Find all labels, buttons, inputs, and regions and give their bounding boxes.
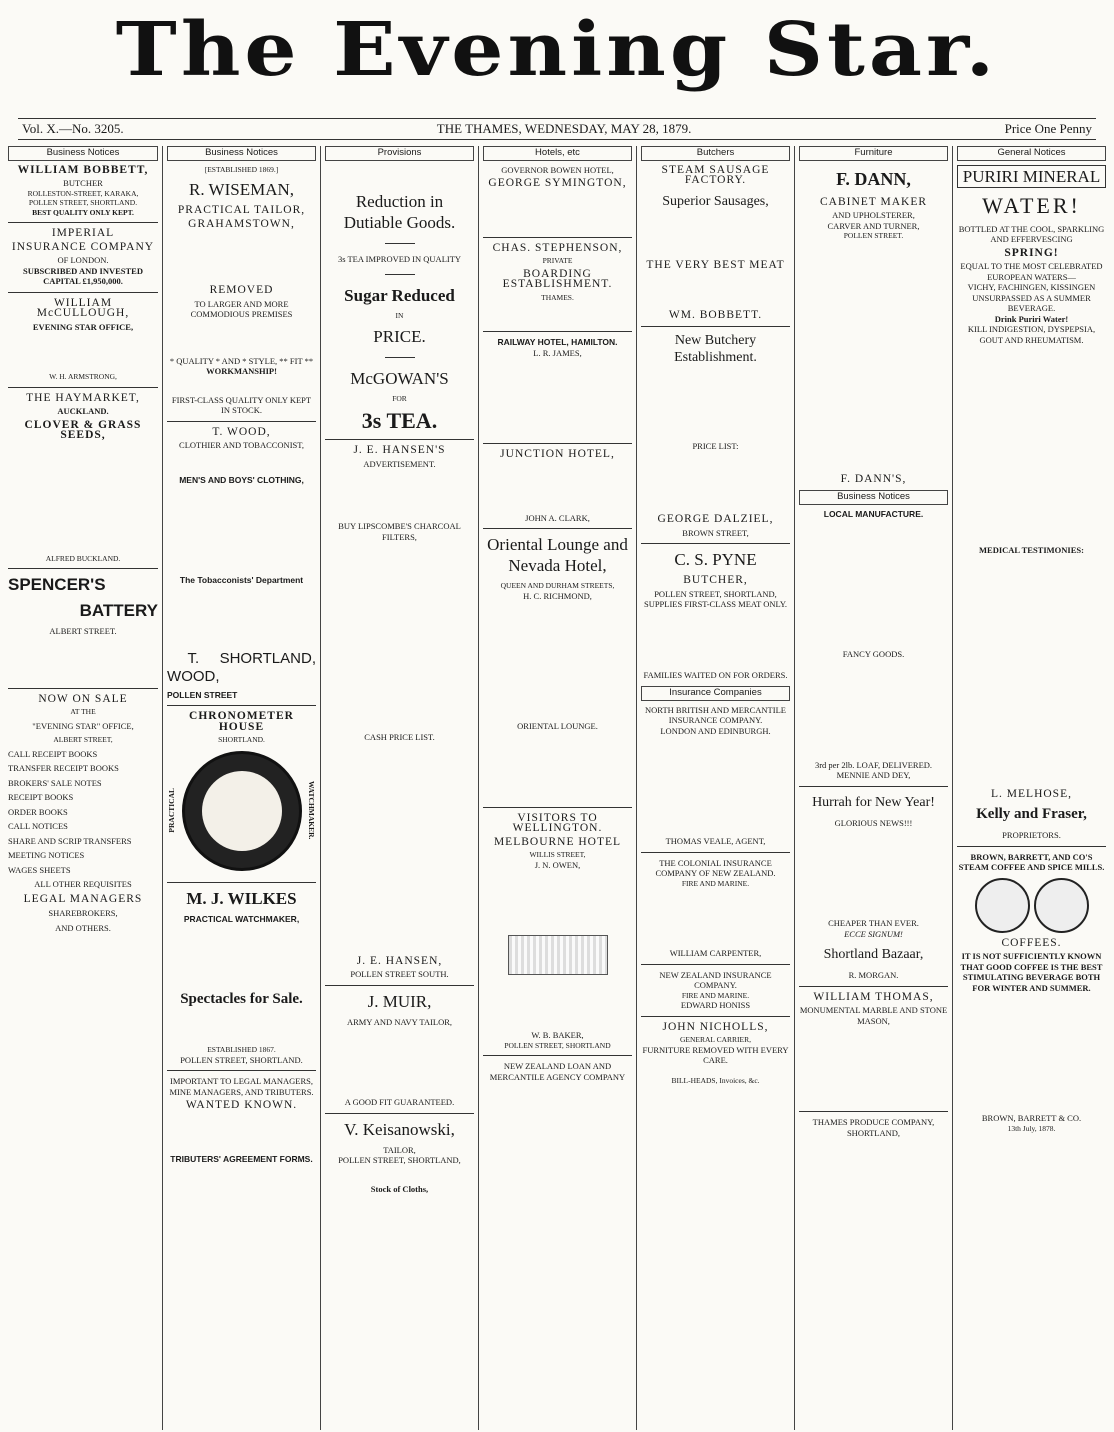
text-block xyxy=(799,519,948,649)
ad-text: POLLEN STREET. xyxy=(843,231,904,240)
ad-title: J. MUIR, xyxy=(367,991,432,1011)
ad-text: J. N. OWEN, xyxy=(534,859,581,870)
ad-text: ARMY AND NAVY TAILOR, xyxy=(346,1016,453,1027)
column-butchers xyxy=(636,146,794,1430)
divider xyxy=(641,543,790,544)
text-block xyxy=(167,586,316,646)
ad-text: SUPPLIES FIRST-CLASS MEAT ONLY. xyxy=(643,599,788,609)
ad-text: BUY LIPSCOMBE'S CHARCOAL FILTERS, xyxy=(338,521,461,542)
ad-text: BOTTLED AT THE COOL, SPARKLING AND EFFERVESCING xyxy=(958,223,1105,244)
text-block xyxy=(957,345,1106,545)
ad-title: WATER! xyxy=(982,192,1081,218)
list-item: SHAREBROKERS, xyxy=(48,908,118,918)
ad-title: GOVERNOR BOWEN HOTEL, xyxy=(501,164,614,175)
ad-title: COFFEES. xyxy=(1001,936,1062,949)
ad-title: GEORGE DALZIEL, xyxy=(657,513,774,525)
text-block xyxy=(641,610,790,670)
divider xyxy=(8,688,158,689)
ad-title: STEAM SAUSAGE FACTORY. xyxy=(661,163,770,186)
ad-title: VISITORS TO WELLINGTON. xyxy=(512,811,603,834)
ad-text: W. B. BAKER, xyxy=(531,1030,584,1040)
ad-text: AUCKLAND. xyxy=(57,406,109,416)
ad-title: C. S. PYNE xyxy=(674,550,757,569)
ad-title: Superior Sausages, xyxy=(662,193,769,209)
ad-text: LONDON AND EDINBURGH. xyxy=(660,725,771,736)
divider xyxy=(641,964,790,965)
column-header: Business Notices xyxy=(8,146,158,161)
divider xyxy=(641,1016,790,1017)
divider xyxy=(167,882,316,883)
masthead xyxy=(0,0,1114,110)
ad-text: PRIVATE xyxy=(542,256,573,265)
list-item: CALL RECEIPT BOOKS xyxy=(8,748,98,759)
ad-title: WANTED KNOWN. xyxy=(185,1099,298,1111)
ad-text: FIRE AND MARINE. xyxy=(681,990,750,1000)
excelsior-brand-seal-icon xyxy=(975,878,1030,933)
ad-text: ORIENTAL LOUNGE. xyxy=(517,721,598,731)
text-block xyxy=(325,469,474,521)
ad-text: EVENING STAR OFFICE, xyxy=(32,321,134,332)
list-item: LEGAL MANAGERS xyxy=(23,892,143,905)
text-block xyxy=(483,601,632,721)
ad-title: R. WISEMAN, xyxy=(189,180,294,199)
ad-text: GENERAL CARRIER, xyxy=(680,1035,751,1044)
ad-title: NORTH BRITISH AND MERCANTILE INSURANCE COMPANY. xyxy=(645,704,786,725)
text-block xyxy=(483,192,632,232)
divider xyxy=(385,357,415,358)
ad-text: CARVER AND TURNER, xyxy=(827,220,920,231)
divider xyxy=(641,326,790,327)
text-block xyxy=(167,232,316,282)
price: Price One Penny xyxy=(1004,121,1092,136)
ad-title: LOCAL MANUFACTURE. xyxy=(823,508,924,519)
list-item: AND OTHERS. xyxy=(55,922,111,933)
column-hotels xyxy=(478,146,636,1430)
ad-text: L. R. JAMES, xyxy=(533,347,582,358)
text-block xyxy=(641,888,790,948)
ad-text: IN xyxy=(395,311,404,320)
ad-text: AT THE xyxy=(70,707,96,716)
text-block xyxy=(325,743,474,953)
ad-text: A GOOD FIT GUARANTEED. xyxy=(344,1097,455,1107)
ad-title: JOHN NICHOLLS, xyxy=(662,1020,769,1033)
divider xyxy=(385,274,415,275)
carriage-illustration xyxy=(508,935,608,975)
ad-title: TRIBUTERS' AGREEMENT FORMS. xyxy=(170,1153,313,1164)
ad-title: WILLIAM McCULLOUGH, xyxy=(36,296,130,319)
ad-text: WILLIAM CARPENTER, xyxy=(669,948,762,958)
ad-title: Stock of Cloths, xyxy=(370,1183,429,1194)
text-block xyxy=(483,358,632,438)
divider xyxy=(167,421,316,422)
text-block xyxy=(799,1026,948,1106)
ad-text: BUTCHER xyxy=(63,178,103,188)
divider xyxy=(483,443,632,444)
ad-title: BOARDING ESTABLISHMENT. xyxy=(502,267,613,290)
ad-title: F. DANN, xyxy=(836,168,911,189)
ad-text: SHORTLAND. xyxy=(218,735,265,744)
text-block xyxy=(483,463,632,513)
ad-text: VICHY, FACHINGEN, KISSINGEN xyxy=(967,282,1096,292)
price-list xyxy=(641,451,790,511)
ad-title: McGOWAN'S xyxy=(350,368,449,388)
text-block xyxy=(325,1027,474,1097)
ad-text: ECCE SIGNUM! xyxy=(844,928,903,939)
ad-text: BROWN STREET, xyxy=(682,527,749,538)
ad-text: FIRE AND MARINE. xyxy=(681,878,750,888)
ad-text: [ESTABLISHED 1869.] xyxy=(204,164,279,174)
divider xyxy=(483,1055,632,1056)
ad-text: PRACTICAL xyxy=(167,788,176,833)
ad-title: WILLIAM THOMAS, xyxy=(813,990,934,1003)
ad-title: THE VERY BEST MEAT xyxy=(646,258,785,271)
text-block xyxy=(167,1114,316,1154)
ad-title: WILLIAM BOBBETT, xyxy=(17,163,149,176)
text-block xyxy=(799,241,948,471)
ad-title: JUNCTION HOTEL, xyxy=(500,448,615,460)
ad-text: SUBSCRIBED AND INVESTED xyxy=(23,265,143,276)
ad-text: CHEAPER THAN EVER. xyxy=(828,918,919,928)
ad-title: Hurrah for New Year! xyxy=(812,794,935,810)
ad-title: NEW ZEALAND INSURANCE COMPANY. xyxy=(659,969,772,990)
ad-title: Sugar Reduced xyxy=(344,286,455,305)
ad-title: T. WOOD, xyxy=(167,649,220,685)
column-furniture xyxy=(794,146,952,1430)
list-item: ORDER BOOKS xyxy=(8,806,68,817)
ad-text: FAMILIES WAITED ON FOR ORDERS. xyxy=(643,669,788,680)
brand-seals xyxy=(957,878,1106,933)
ad-title: CHAS. STEPHENSON, xyxy=(492,241,623,254)
place-date: THE THAMES, WEDNESDAY, MAY 28, 1879. xyxy=(436,121,692,136)
ad-text: PROPRIETORS. xyxy=(1002,830,1061,840)
seed-list xyxy=(8,444,158,554)
columns xyxy=(4,146,1110,1430)
text-block xyxy=(167,485,316,575)
divider xyxy=(483,528,632,529)
list-item: SHARE AND SCRIP TRANSFERS xyxy=(8,835,132,846)
ad-text: EQUAL TO THE MOST CELEBRATED EUROPEAN WATERS— xyxy=(960,261,1103,282)
ad-text: WORKMANSHIP! xyxy=(206,366,277,376)
ad-text: PRACTICAL WATCHMAKER, xyxy=(183,913,300,924)
text-block xyxy=(799,828,948,918)
ad-title: F. DANN'S, xyxy=(840,472,907,485)
ad-title: CHRONOMETER HOUSE xyxy=(189,710,294,733)
ad-title: BATTERY xyxy=(79,601,158,620)
newspaper-title: The Evening Star. xyxy=(115,6,999,94)
column-business-notices-1 xyxy=(4,146,162,1430)
column-header: Insurance Companies xyxy=(641,686,790,701)
ad-title: Drink Puriri Water! xyxy=(994,313,1069,324)
ad-text: BEST QUALITY ONLY KEPT. xyxy=(32,207,134,217)
ad-title: THAMES PRODUCE COMPANY, xyxy=(812,1117,935,1127)
ad-text: J. E. HANSEN, xyxy=(356,954,443,967)
text-block xyxy=(641,217,790,257)
text-block xyxy=(641,1066,790,1076)
ad-text: GLORIOUS NEWS!!! xyxy=(834,817,913,828)
ad-title: Spectacles for Sale. xyxy=(180,991,303,1007)
column-header: Business Notices xyxy=(167,146,316,161)
ad-text: "EVENING STAR" OFFICE, xyxy=(32,720,134,731)
text-block xyxy=(641,273,790,307)
ad-title: RAILWAY HOTEL, HAMILTON. xyxy=(497,337,618,347)
ad-text: PRICE LIST: xyxy=(692,440,739,451)
ad-text: ESTABLISHED 1867. xyxy=(207,1045,276,1054)
ad-text: CASH PRICE LIST. xyxy=(364,732,435,742)
ad-text: ROLLESTON-STREET, KARAKA, xyxy=(27,188,139,198)
ad-title: Kelly and Fraser, xyxy=(976,806,1087,822)
ad-title: IMPERIAL xyxy=(51,227,115,239)
ad-text: KILL INDIGESTION, DYSPEPSIA, GOUT AND RHEUMATISM. xyxy=(967,324,1096,345)
ad-title: PURIRI MINERAL xyxy=(957,165,1106,188)
ad-text: GRAHAMSTOWN, xyxy=(188,217,295,230)
divider xyxy=(483,807,632,808)
clock-icon xyxy=(182,751,302,871)
ad-text: SHORTLAND, xyxy=(846,1127,901,1138)
divider xyxy=(8,222,158,223)
ad-text: TO LARGER AND MORE COMMODIOUS PREMISES xyxy=(190,298,293,319)
ad-title: Shortland Bazaar, xyxy=(823,947,924,962)
ad-text: ALBERT STREET. xyxy=(49,626,117,636)
list-item: TRANSFER RECEIPT BOOKS xyxy=(8,763,119,773)
ad-title: New Butchery Establishment. xyxy=(674,332,757,365)
divider xyxy=(957,846,1106,847)
list-item: WAGES SHEETS xyxy=(8,864,71,875)
list-item: MEETING NOTICES xyxy=(8,850,85,860)
divider xyxy=(8,387,158,388)
ad-text: POLLEN STREET, SHORTLAND. xyxy=(28,198,138,207)
divider xyxy=(799,986,948,987)
text-block xyxy=(167,924,316,984)
ad-title: THE COLONIAL INSURANCE COMPANY OF NEW ZEALAND. xyxy=(655,857,776,878)
list-item: ALL OTHER REQUISITES xyxy=(34,879,132,889)
column-header: Furniture xyxy=(799,146,948,161)
ad-title: NOW ON SALE xyxy=(38,692,128,705)
ad-text: THAMES. xyxy=(541,292,574,302)
text-block xyxy=(8,637,158,683)
ad-text: POLLEN STREET, SHORTLAND, xyxy=(338,1155,461,1165)
ad-title: WM. BOBBETT. xyxy=(668,309,763,321)
ad-title: 3s TEA. xyxy=(361,408,438,433)
text-block xyxy=(483,980,632,1030)
divider xyxy=(325,1113,474,1114)
text-block xyxy=(167,377,316,395)
text-block xyxy=(325,1166,474,1184)
text-block xyxy=(483,870,632,930)
column-header: Provisions xyxy=(325,146,474,161)
ad-title: V. Keisanowski, xyxy=(344,1119,455,1139)
standard-brand-seal-icon xyxy=(1034,878,1089,933)
ad-text: 13th July, 1878. xyxy=(1007,1123,1056,1133)
divider xyxy=(325,439,474,440)
ad-title: SPRING! xyxy=(1004,246,1059,259)
ad-text: POLLEN STREET SOUTH. xyxy=(350,969,449,979)
ad-text: MENNIE AND DEY, xyxy=(836,770,911,780)
list-item: RECEIPT BOOKS xyxy=(8,792,74,802)
ad-text: IMPORTANT TO LEGAL MANAGERS, MINE MANAGERS, AND TRIBUTERS. xyxy=(169,1076,314,1097)
divider xyxy=(8,568,158,569)
list-item: BROKERS' SALE NOTES xyxy=(8,777,102,788)
ad-text: ALFRED BUCKLAND. xyxy=(45,553,121,563)
dateline xyxy=(18,118,1096,140)
divider xyxy=(483,237,632,238)
text-block xyxy=(957,993,1106,1113)
divider xyxy=(325,985,474,986)
ad-text: THOMAS VEALE, AGENT, xyxy=(665,836,766,846)
ad-title: MEDICAL TESTIMONIES: xyxy=(979,545,1084,555)
ad-text: BILL-HEADS, Invoices, &c. xyxy=(671,1075,760,1085)
ad-text: BROWN, BARRETT & CO. xyxy=(981,1113,1082,1123)
ad-text: ADVERTISEMENT. xyxy=(363,458,436,469)
text-block xyxy=(167,320,316,356)
divider xyxy=(799,786,948,787)
ad-text: WILLIS STREET, xyxy=(529,850,586,859)
ad-text: IT IS NOT SUFFICIENTLY KNOWN THAT GOOD COFFEE IS THE BEST STIMULATING BEVERAGE BOTH FOR WINTER AND SUMMER. xyxy=(960,951,1103,993)
ad-text: OF LONDON. xyxy=(57,255,109,265)
ad-text: POLLEN STREET, SHORTLAND, xyxy=(654,588,777,599)
ad-title: Oriental Lounge and Nevada Hotel, xyxy=(487,535,628,575)
ad-title: T. WOOD, xyxy=(212,425,271,438)
ad-text: 3rd per 2lb. LOAF, DELIVERED. xyxy=(814,759,933,770)
column-provisions xyxy=(320,146,478,1430)
column-general-notices xyxy=(952,146,1110,1430)
text-block xyxy=(8,332,158,372)
ad-text: BUTCHER, xyxy=(683,574,748,586)
column-header: Business Notices xyxy=(799,490,948,505)
column-header: Hotels, etc xyxy=(483,146,632,161)
ad-title: M. J. WILKES xyxy=(186,888,297,908)
ad-text: FANCY GOODS. xyxy=(842,649,905,659)
column-business-notices-2 xyxy=(162,146,320,1430)
ad-text: CAPITAL £1,950,000. xyxy=(43,276,123,286)
ad-title: SPENCER'S xyxy=(8,575,106,594)
volume-number: Vol. X.—No. 3205. xyxy=(22,121,124,136)
ad-title: STEAM COFFEE AND SPICE MILLS. xyxy=(958,862,1105,872)
text-block xyxy=(799,660,948,760)
ad-title: MELBOURNE HOTEL xyxy=(493,835,622,848)
ad-title: PRACTICAL TAILOR, xyxy=(177,204,306,216)
divider xyxy=(385,243,415,244)
ad-title: NEW ZEALAND LOAN AND MERCANTILE AGENCY COMPANY xyxy=(489,1061,626,1082)
text-block xyxy=(167,1015,316,1045)
ad-text: UNSURPASSED AS A SUMMER BEVERAGE. xyxy=(972,292,1091,313)
ad-text: CLOTHIER AND TOBACCONIST, xyxy=(179,440,304,450)
ad-title: MEN'S AND BOYS' CLOTHING, xyxy=(179,474,304,485)
ad-text: ALBERT STREET, xyxy=(53,735,113,744)
divider xyxy=(799,1111,948,1112)
ad-text: REMOVED xyxy=(209,284,274,296)
ad-text: EDWARD HONISS xyxy=(680,1000,751,1010)
ad-text: MONUMENTAL MARBLE AND STONE MASON, xyxy=(799,1005,948,1026)
text-block xyxy=(957,556,1106,786)
ad-title: BROWN, BARRETT, AND CO'S xyxy=(970,851,1093,862)
list-item: CALL NOTICES xyxy=(8,821,68,831)
ad-text: W. H. ARMSTRONG, xyxy=(49,372,117,381)
ad-text: JOHN A. CLARK, xyxy=(525,512,590,523)
ad-title: CABINET MAKER xyxy=(819,195,928,208)
text-block xyxy=(483,302,632,326)
text-block xyxy=(167,451,316,475)
ad-text: * QUALITY * AND * STYLE, ** FIT ** xyxy=(169,355,314,366)
ad-title: THE HAYMARKET, xyxy=(26,391,140,404)
ad-text: 3s TEA IMPROVED IN QUALITY xyxy=(337,253,462,264)
ad-text: POLLEN STREET, SHORTLAND. xyxy=(180,1054,303,1065)
ad-title: CLOVER & GRASS SEEDS, xyxy=(24,418,142,441)
text-block xyxy=(483,732,632,802)
divider xyxy=(167,1070,316,1071)
ad-text: R. MORGAN. xyxy=(848,970,899,980)
ad-title: L. MELHOSE, xyxy=(991,787,1072,800)
ad-title: PRICE. xyxy=(373,326,426,346)
text-block xyxy=(641,371,790,441)
divider xyxy=(483,331,632,332)
divider xyxy=(167,705,316,706)
ad-title: The Tobacconists' Department xyxy=(179,575,304,585)
ad-title: GEORGE SYMINGTON, xyxy=(488,177,627,189)
ad-text: H. C. RICHMOND, xyxy=(523,590,592,601)
ad-text: AND UPHOLSTERER, xyxy=(832,210,915,220)
ad-text: POLLEN STREET, SHORTLAND xyxy=(504,1040,611,1050)
ad-text: QUEEN AND DURHAM STREETS, xyxy=(500,581,615,590)
ad-title: INSURANCE COMPANY xyxy=(11,240,155,253)
ad-title: SHORTLAND, xyxy=(219,649,316,667)
ad-text: WATCHMAKER. xyxy=(307,781,316,840)
divider xyxy=(641,852,790,853)
text-block xyxy=(641,736,790,836)
ad-title: Reduction in Dutiable Goods. xyxy=(343,191,456,232)
column-header: Butchers xyxy=(641,146,790,161)
ad-text: FOR xyxy=(392,393,407,403)
ad-text: FURNITURE REMOVED WITH EVERY CARE. xyxy=(642,1044,789,1065)
ad-text: FIRST-CLASS QUALITY ONLY KEPT IN STOCK. xyxy=(171,394,312,415)
divider xyxy=(8,292,158,293)
ad-text: POLLEN STREET xyxy=(167,689,238,700)
text-block xyxy=(325,542,474,732)
column-header: General Notices xyxy=(957,146,1106,161)
ad-title: J. E. HANSEN'S xyxy=(353,444,446,456)
ad-text: TAILOR, xyxy=(383,1144,416,1155)
